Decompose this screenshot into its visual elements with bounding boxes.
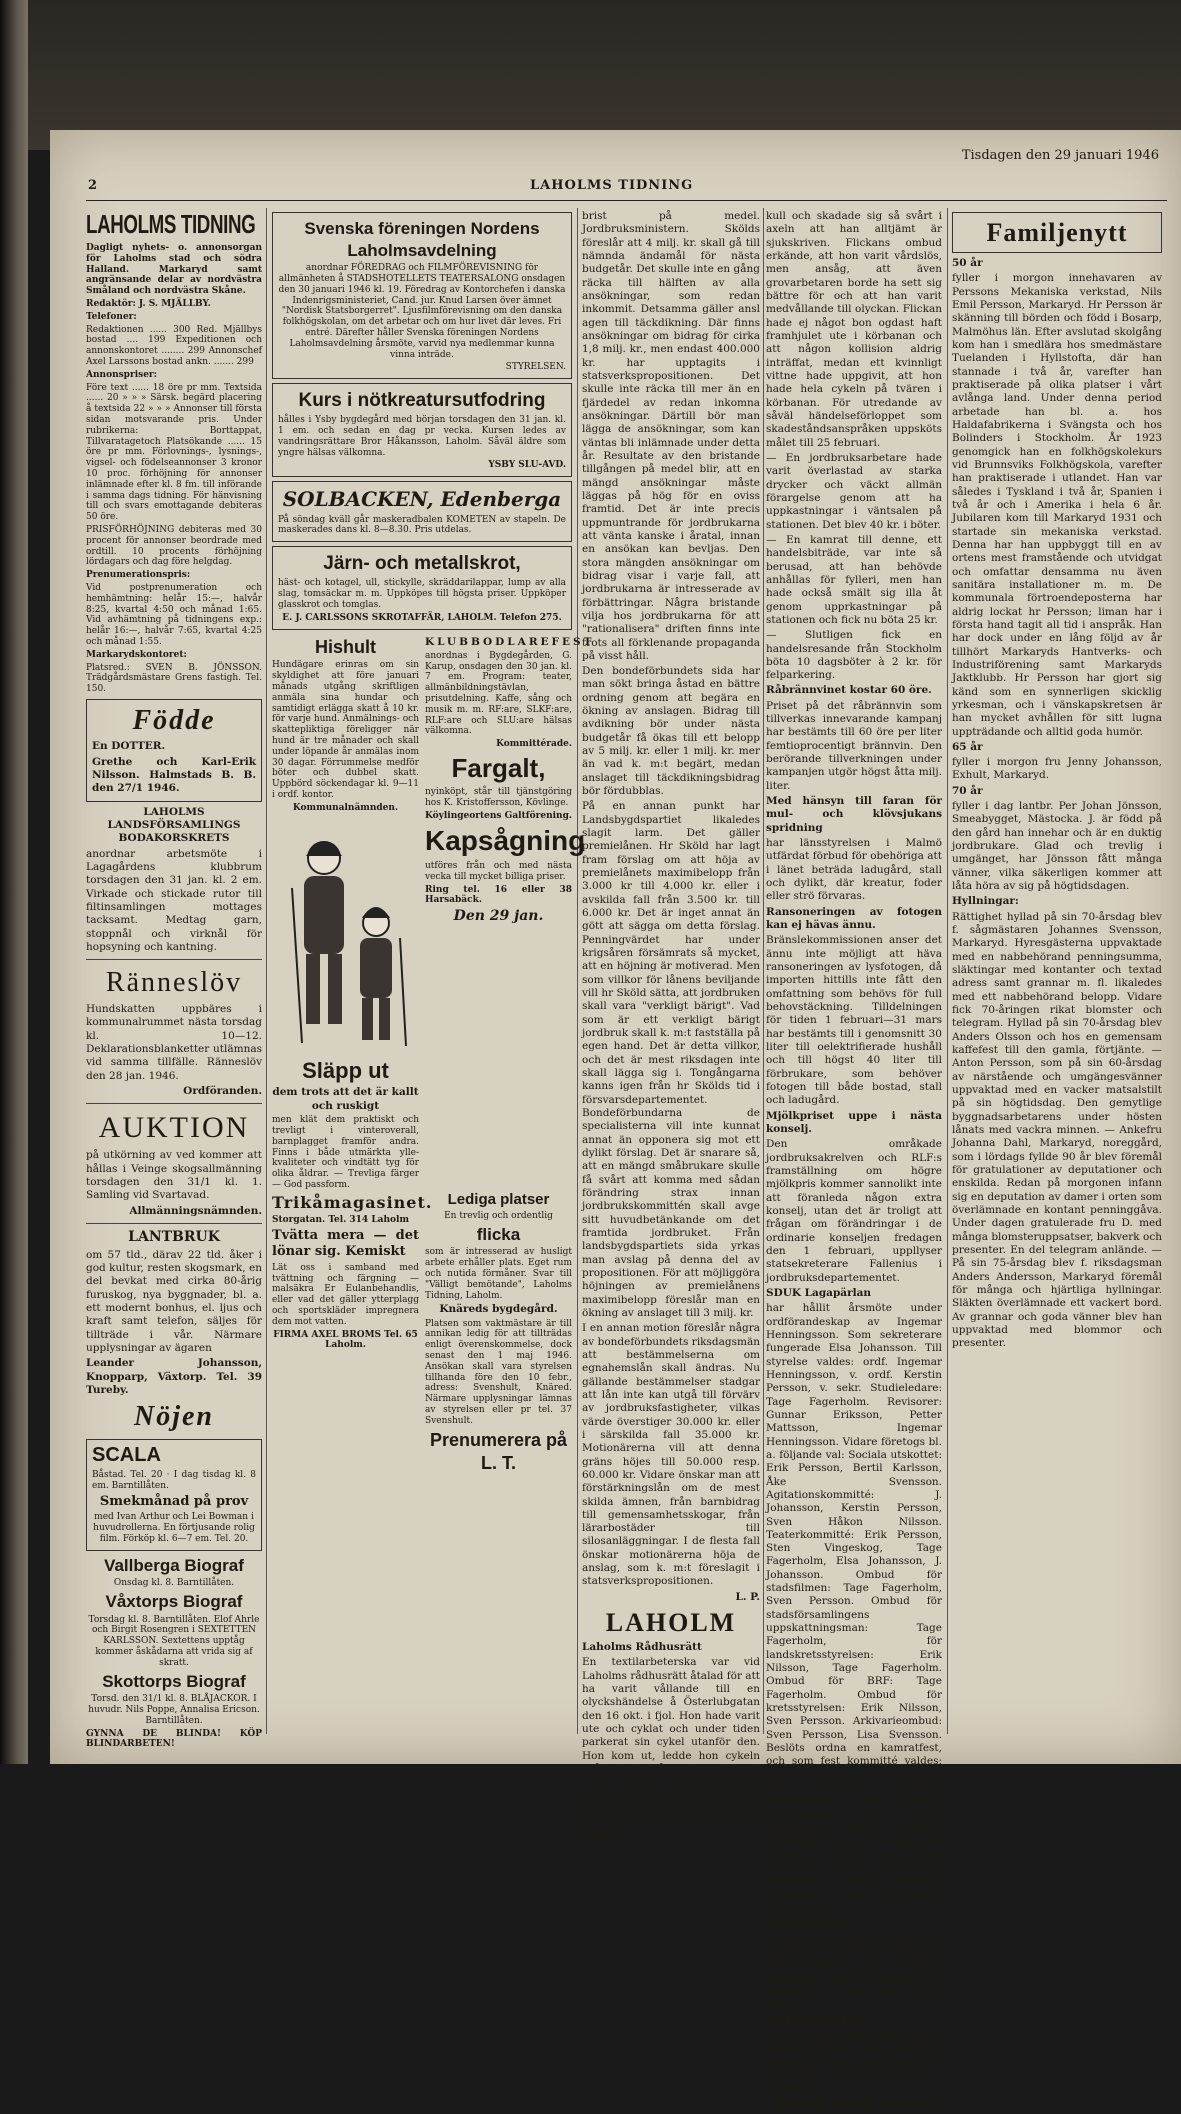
mul-heading: Med hänsyn till faran för mul- och klövsjukans spridning [766,795,942,834]
lantbruk-sign: Leander Johansson, Knopparp, Växtorp. Tel. 39 Tureby. [86,1357,262,1396]
auktion-sign: Allmänningsnämnden. [129,1204,262,1217]
kurs-text: hålles i Ysby bygdegård med början torsdagen den 31 jan. kl. 1 em. och sedan en dag pr vecka. Kursen ledes av vandringsrättare Bror Håkansson, Laholm. Såväl äldre som yngre hälsas välkomna. [278,415,566,458]
radhus-heading: Laholms Rådhusrätt [582,1641,702,1654]
familjenytt-heading: Familjenytt [952,212,1162,253]
motioner-spacer [425,928,572,1188]
a65-text: fyller i morgon fru Jenny Johansson, Exhult, Markaryd. [952,756,1162,782]
kemiskt-heading: Tvätta mera — det lönar sig. Kemiskt [272,1227,419,1260]
kurs-ad [272,383,572,477]
solbacken-ad [272,481,572,542]
vallberga-heading: Vallberga Biograf [104,1555,244,1575]
trikamagasinet-sub: Storgatan. Tel. 314 Laholm [272,1215,409,1226]
ranneslov-sign: Ordföranden. [183,1084,262,1097]
markaryd-label: Markarydskontoret: [86,649,187,660]
article-part-c: På en annan punkt har Landsbygdspartiet likaledes slagit larm. Det gäller premielånen. Hr Sköld har lagt fram förslag om att höja av premielånets maximibelopp från 3.000 kr till 4.000 kr. eller i avskilda fall från 3.500 kr. till 6.000 kr. Det är inget annat än gött att sägga om detta förslag. Penningvärdet har under krigsåren försämrats så mycket, att en höjning är motiverad. Men som villkor för lånens beviljande vill hr Sköld sätta, att jordbruken skall vara "verkligt bärigt". Vad som är ett verkligt bärigt jordbruk skall k. m:t fastställa på egen hand. Det är detta villkor, och det är mest riksdagen inte skall lägga sig i. Tongångarna kanns igen från hr Skölds tid i försvarsdepartementet. Bondeförbundarna de specialisterna vill inte kunnat annat än opponera sig mot ett dylikt förslag. Det är snarare så, att en mängd småbrukare skulle få svårt att komma med sådan förändring strax innan jordbrukskommittén skall avge sitt huvudbetänkande om det framtida jordbruket. Från landsbygdspartiets sida yrkas man avslag på denna del av propositionen. För att möjliggöra höjningen av premielånens maximibelopp föreslår man en ökning av anslaget till 3 milj. kr. [582,800,760,1319]
mjolk-text: Den områkade jordbruksakrelven och RLF:s framställning om högre mjölkpris kommer sannolikt inte att föranleda någon extra konselj, utan det är troligt att frågan om förändringar i de ordinarie konseljen fredagen den 1 februari, uppllyser statsekreterare Fallenius i jordbruksdepartementet. [766,1138,942,1284]
birth-notice [86,699,262,802]
sfn-heading: Svenska föreningen Nordens Laholmsavdelning [304,219,540,260]
fodde-text: Grethe och Karl-Erik Nilsson. Halmstads B. B. den 27/1 1946. [92,755,256,795]
klubbod-heading: KLUBBODLAREFEST [425,635,595,648]
a50-text: fyller i morgon innehavaren av Perssons Mekaniska verkstad, Nils Emil Persson, Markaryd. Hr Persson är skänning till börden och född i Bosarp, Malmöhus län. Efter avslutad skolgång kom han i smedlära hos smedmästare Tuelanden i Hyllstofta, där han stannade i två år, varefter han praktiserade på olika platser i vårt avlånga land. Under denna period arbetade han bl. a. hos Haldafabrikerna i Svängsta och hos Bolinders i Stockholm. År 1923 genomgick han en folkhögskolekurs vid Brunnsviks Folkhögskola, varefter han praktiserade i utlandet. Han var således i Tyskland i två år, Spanien i två år och i Amerika i hela 6 år. Jubilaren kom till Markaryd 1931 och startade sin mekaniska verkstad. Denna har han uppbyggt till en av ortens mest framstående och utvidgat och omfattar densamma nu även sanitära installationer m. m. De kommunala förtroendeposterna har aldrig lockat hr Persson; liman har i första hand tagit all tid i anspråk. Han har dock under en lång följd av år tillhört Markaryds Hantverks- och Industriförening samt Markaryds Jaktklubb. Hr Persson har gjort sig känd som en synnerligen skicklig yrkesman, och i vänskapskretsen är han mycket avhållen för sitt lugna uppträdande och alltid goda humör. [952,272,1162,738]
scan-background [0,0,1181,150]
hishult-sign: Kommunalnämnden. [292,802,399,813]
skottorp-heading: Skottorps Biograf [102,1671,246,1691]
article-part-b: Den bondeförbundets sida har man sökt bringa åstad en bättre ordning genom att begära en ökning av anslagen. Bidrag till avdikning bör under nästa budgetår få ökas till ett belopp av 5 milj. kr. eller 1 milj. kr. mer än vad k. m:t begärt, medan anslaget till täckdikningsbidrag bör fördubblas. [582,665,760,798]
smekmanad-text: med Ivan Arthur och Lei Bowman i huvudrollerna. En förtjusande rolig film. Förköp kl. 6—7 em. Tel. 20. [93,1512,255,1544]
column-2 [272,208,595,1476]
hishult-heading: Hishult [315,636,376,657]
sduk-heading: SDUK Lagapärlan [766,1286,872,1299]
left-ads [272,634,433,1477]
ranneslov-heading: Rännesl​öv [105,967,243,999]
date-heading: Den 29 jan. [453,908,544,925]
klubbod-sign: Kommittérade. [496,739,572,750]
jarn-heading: Järn- och metallskrot, [323,553,521,575]
prenumeration: Vid postprenumeration och hemhämtning: helår 15:—, halvår 8:25, kvartal 4:50 och månad 1:65. Vid avhämtning på tidningens exp.: helår 16:—, halvår 7:65, kvartal 4:25 och månad 1:55. [86,582,262,647]
jarn-ad [272,546,572,629]
article-signature: L. P. [735,1590,760,1603]
masthead: LAHOLMS TIDNING [86,209,256,239]
column-divider [763,208,764,1734]
page-header [50,148,1181,200]
column-divider [266,208,267,1734]
slapp-heading: Släpp ut [302,1057,389,1083]
newspaper-page [50,130,1181,2111]
knareds-heading: Knäreds bygdegård. [439,1303,558,1316]
auktion-heading: AUKTION [98,1111,250,1145]
lantbruk-heading: LANTBRUK [128,1228,220,1245]
phones-label: Telefoner: [86,311,137,322]
article-part-d: I en annan motion föreslår några av bondeförbundets riksdagsmän att bestämmelserna om egnahemslån skall ändras. Nu gällande bestämmelser stadgar att lån inte kan utgå till förvärv av jordbruksfastigheter, vilkas värde överstiger 30.000 kr. eller i särskilda fall 35.000 kr. Motionärerna vill att denna gräns höjes till 50.000 resp. 60.000 kr. Vidare önskar man att förstärkningslån om de mest skilda ämnen, från barnbidrag till gemensamhetsskogar, från lärarbostäder till silosanläggningar. I de flesta fall önskar motionärerna höja de anslag, som k. m:t föreslagit i statsverkspropositionen. [582,1322,760,1588]
children-drawing [272,818,419,1053]
kemiskt-sign: FIRMA AXEL BROMS Tel. 65 Laholm. [273,1329,418,1351]
sduk-text: har hållit årsmöte under ordförandeskap av Ingemar Henningsson. Som sekreterare fungerade Elsa Johansson. Till styrelse valdes: ordf. Ingemar Henningsson, v. ordf. Kerstin Persson, v. sekr. Studieledare: Tage Fagerholm. Revisorer: Gunnar Eriksson, Petter Mattsson, Ingemar Henningsson. Vidare företogs bl. a. följande val: Sociala utskottet: Erik Persson, Bertil Karlsson, Åke Svensson. Agitationskommitté: J. Johansson, Kerstin Persson, Sven Håkon Nilsson. Teaterkommitté: Erik Persson, Sten Vingeskog, Tage Fagerholm, Elsa Johansson, J. Johansson. Ombud för stadsfilmen: Tage Fagerholm, Sven Persson. Ombud för stadsförsamlingens uppskattningsman: Tage Fagerholm, för landskretsstyrelsen: Erik Nilsson, Tage Fagerholm. Ombud för BRF: Tage Fagerholm. Ombud för kretsstyrelsen: Erik Nilsson, Sven Persson. Arkivarieombud: Sven Persson, Lisa Svensson. Beslöts ordna en kamratfest, och som fest kommitté valdes: Frank Persson, John Johansson, Erik Nilsson, Ingemar Henningsson. Att handha programmet för nästa klubbmöte valdes Ingemar Henningsson, J. Johansson, Stig Nilsson, Sven Persson. Mötet avslutades med ett trevligt samkväm, varvid förekom frågesport samt ölförbedda teaterklubb. [766,1302,942,1915]
prices: Före text ...... 18 öre pr mm. Textsida ...... 20 » » » Särsk. begärd placering å textsida 22 » » » Annonser till första sidan motsvarande pris. Under rubrikerna: Borttappat, Tillvaratagetoch Platsökande ...... 15 öre pr mm. Förlovnings-, lysnings-, vigsel- och födelseannonser 3 kronor 10 proc. förhöjning för annonser inlämnade efter kl. 8 fm. till införande i samma dags tidning. För hänvisning till och svars emottagande debiteras 50 öre. [86,382,262,523]
slapp-sub: dem trots att det är kallt och ruskigt [272,1086,419,1112]
price-increase: PRISFÖRHÖJNING debiteras med 30 procent för annonser beordrade med ordtill. 10 procents förhöjning lördagars och dag före helgdag. [86,524,262,568]
ranneslov-text: Hundskatten uppbäres i kommunalrummet nästa torsdag kl. 10—12. Deklarationsblanketter utlämnas vid samma tillfälle. Rännesl​öv den 28 jan. 1946. [86,1002,262,1082]
mjolk-heading: Mjölkpriset uppe i nästa konselj. [766,1109,942,1135]
right-ads [425,634,595,1477]
court-text-d: — Slutligen fick en handelsresande från Stockholm böta 10 dagsböter à 2 kr. för felparkering. [766,629,942,682]
auktion-text: på utkörning av ved kommer att hållas i Veinge skogsallmänning torsdagen den 31/1 kl. 1. Samling vid Svartavad. [86,1149,262,1202]
hishult-text: Hundägare erinras om sin skyldighet att före januari månads utgång skriftligen anmäla sina hundar och samtidigt erlägga skatt å 10 kr. för varje hund. Anmälnings- och skattepliktiga föreligger när hund är tre månader och skall under löpande år anmälas inom 30 dagar. Förrummelse medför böter och dubbel skatt. Uppbörd söckendagar kl. 9—11 i ordf. kontor. [272,660,419,800]
sfn-text: anordnar FÖREDRAG och FILMFÖREVISNING för allmänheten å STADSHOTELLETS TEATERSALONG onsdagen den 30 januari 1946 kl. 19. Föredrag av Kontorchefen i danska Indenrigsministeriet, Cand. jur. Knud Larsen över ämnet "Nordisk Statsborgerret". Ljusfilmförevisning om den danska folkhögskolan, om det arbetar och om hur livet där leves. Fri entré. Därefter håller Svenska föreningen Nordens Laholmsavdelning årsmöte, varvid nya medlemmar kunna vinna inträde. [278,263,566,360]
sfn-ad [272,212,572,379]
a70-heading: 70 år [952,784,983,797]
solbacken-text: På söndag kväll går maskeradbalen KOMETEN av stapeln. De maskerades dans kl. 8—8.30. Pris utdelas. [278,514,566,536]
divider [86,1223,262,1224]
scala-text: Båstad. Tel. 20 · I dag tisdag kl. 8 em. Barntillåten. [92,1470,256,1492]
ranson-heading: Ransoneringen av fotogen kan ej hävas ännu. [766,905,942,932]
prices-label: Annonspriser: [86,369,157,380]
smekmanad-title: Smekmånad på prov [99,1493,249,1509]
fargalt-sign: Köylingeortens Galtförening. [425,810,572,821]
radhus-text: En textilarbeterska var vid Laholms rådhusrätt åtalad för att ha varit vållande till en olyckshändelse å Österlubgatan den 16 okt. i fjol. Hon hade varit ute och cyklat och under tiden parkerat sin cykel utanför den. Hon kom ut, ledde hon cykeln ifrån blev ut på gatan utan att se sig för. Det har sig nu därför att ännu en cyklist, som skulle vilja hon så kurtigt kommit beviljas av skulle väja för flickan, föll han omkull [582,1656,761,1842]
issue-date: Tisdagen den 29 januari 1946 [961,148,1159,163]
jarn-sign: E. J. CARLSSONS SKROTAFFÄR, LAHOLM. Telefon 275. [282,612,562,623]
page-number: 2 [88,178,98,193]
hyllningar-heading: Hyllningar: [952,895,1019,908]
column-divider [577,208,578,1734]
kurs-sign: YSBY SLU-AVD. [488,460,566,471]
kapsagning-sign: Ring tel. 16 eller 38 Harsabäck. [425,884,572,906]
kurs-heading: Kurs i nötkreatursutfodring [298,390,546,412]
court-text-a: kull och skadade sig så svårt i axeln att han alltjämt är sjukskriven. Flickans ombud erkände, att hon varit vårdslös, men ansåg, att även grovarbetaren borde ha sett sig bättre för och att han varit medvållande till olyckan. Flickan hade ej något bon ogdast haft framhjulet ute i körbanan och att någon kollision aldrig inträffat, medan ett kvinnligt vittne hade uppgivit, att hon hade hela cykeln på tvären i körbanan. För utredande av såväl händelseförloppet som skadeståndsanspråken uppsköts målet till 25 februari. [766,210,942,449]
knareds-text: Platsen som vaktmästare är till annikan ledig för att tillträdas enligt överenskommelse, dock senast den 1 maj 1946. Ansökan skall vara styrelsen tillhanda före den 10 febr., adress: Svenshult, Knäred. Närmare upplysningar lämnas av styrelsen eller pr tel. 37 Svenshult. [425,1318,572,1426]
column-3 [582,208,760,1845]
court-text-c: — En kamrat till denne, ett handelsbiträde, var inte så berusad, att han behövde anhållas för fylleri, men han hade också smält sig illa åt genom upprkastningar på stationen och fick nu böta 25 kr. [766,533,942,626]
book-binding [0,0,28,1764]
sfn-sign: STYRELSEN. [505,362,566,373]
court-text-b: — En jordbruksarbetare hade varit överlastad av starka drycker och väckt allmän förargelse genom att ha uppkastningar i väntsalen på stationen. Det blev 40 kr. i böter. [766,451,942,531]
flicka-text: som är intresserad av husligt arbete erhåller plats. Eget rum och nutida förmåner. Svar till "Välligt bemötande", Laholms Tidning, Laholm. [425,1247,572,1301]
vaderleken-heading: VÄDERLEKEN: [766,1917,853,1930]
column-4 [766,208,942,2114]
vaderleken-text: Utsikter för södra Götaland och västkusten: sydlig, frisk till hård vind, mulet och allmänt snöblandat regn, temperaturen omkring 0 eller något grad övöver. [766,1932,942,2012]
flicka-heading: flicka [476,1224,521,1244]
kemiskt-text: Lät oss i samband med tvättning och färgning — malsäkra Er Eulanbehandlis, eller vad det gäller ytterplagg och sportskläder impregnera dem mot vatten. [272,1262,419,1327]
column-1 [86,208,262,1752]
laholm-heading: LAHOLM [605,1608,737,1638]
jarn-text: häst- och kotagel, ull, stickylle, skräddarilappar, lump av alla slag, tomsäckar m. m. Uppköpes till högsta priser. Uppköper glasskrot och tomglas. [278,578,566,610]
trafik-text: NÄR EN MOTORFÖRARE börtar alkohol, sviker han samhället förtroende och glömmer sitt personliga krav att vara i trygghet. [766,2029,942,2096]
markaryd-office: Platsred.: SVEN B. JÖNSSON. Trädgårdsmästare Grens fastigh. Tel. 150. [86,662,262,695]
vallberga-text: Onsdag kl. 8. Barntillåten. [113,1578,235,1589]
a65-heading: 65 år [952,740,983,753]
landsf-heading: LAHOLMS LANDSFÖRSAMLINGS BODAKORSKRETS [107,805,241,845]
running-title: LAHOLMS TIDNING [530,178,694,193]
lediga-heading: Lediga platser [447,1190,550,1208]
prenumeration-label: Prenumerationspris: [86,570,191,581]
children-illustration [272,818,419,1053]
trafik-heading: TRAFIKMANING. [766,2014,869,2027]
article-part-a: brist på medel. Jordbruksministern. Skölds föreslår att 4 milj. kr. skall gå till nämnda ändamål för nästa budgetår. Det skulle inte en gång räcka till hälften av alla ansökningar, som redan inkommit. Detsamma gäller ansl​agen till täckdikning. Där finns ansökningar om bidrag för cirka 1,8 milj. kr., men endast 400.000 kr. har upptagits i statsverkspropositionen. Det skulle inte räcka till mer än en fjärdedel av redan inkomna ansökningar. Därtill bör man lägga de ansökningar, som kan väntas bli inlämnade under detta år. Resultate av den bristande tillgången på medel blir, att en mängd ansökningar måste läggas på hög för en oviss framtid. Det är inte precis uppmuntrande för jordbrukarna att vänta kanske i åratal, innan en ansökan kan bevljas. Den stora mängden ansökningar om bidrag visar i varje fall, att jordbrukarna är intresserade av förbättringar. Några bristande vilja hos jordbrukarna för att "rationalisera" driften finns inte trots all förklenande propaganda på visst håll. [582,210,760,662]
ranson-text: Bränslekommissionen anser det ännu inte möjligt att häva ransoneringen av lysfotogen, då importen hittills inte fått den omfattning som behövs för full behovstäckning. Tilldelningen för tiden 1 februari—31 mars har bestämts till i genomsnitt 30 liter till oelektrifierade hushåll och till högst 40 liter till förbrukare, som behöver fotogen till både bostad, stall och ladugård. [766,934,942,1107]
gynna-notice: GYNNA DE BLINDA! KÖP BLINDARBETEN! [86,1728,262,1750]
divider [86,959,262,960]
kapsagning-text: utföres från och med nästa vecka till mycket billiga priser. [425,860,572,882]
landsf-text: anordnar arbetsmöte i Lagagårdens klubbrum torsdagen den 31 jan. kl. 2 em. Virkade och stickade rutor till filtinsamlingen mottages tacksamt. Medtag garn, stoppnål och virknål för hopsyning och kantning. [86,847,262,954]
rabrannvin-text: Priset på det råbrännvin som tillverkas innevarande kampanj har bestämts till 60 öre per liter femtioprocentigt brännvin. Den berörande tillverkningen under kampanjen utgör högst åtta milj. liter. [766,699,942,792]
lantbruk-text: om 57 tld., därav 22 tld. åker i god kultur, resten skogsmark, en del bevkat med cirka 80-årig furuskog, nya byggnader, bl. a. ett modernt bonhus, el. ljus och kraft samt telefon, säljes för tillträde i vår. Närmare upplysningar av ägaren [86,1248,262,1354]
kapsagning-heading: Kapsågning [425,825,586,857]
header-rule [86,200,1167,201]
skottorp-text: Torsd. den 31/1 kl. 8. BLÅJACKOR. I huvudr. Nils Poppe, Annalisa Ericson. Barntillåten. [88,1694,260,1726]
vaxtorp-text: Torsdag kl. 8. Barntillåten. Elof Ahrle och Birgit Rosengren i SEXTETTEN KARLSSON. Sextettens upptåg kommer åskådarna att vrida sig af skratt. [88,1614,260,1668]
prenumerera-heading: Prenumerera på L. T. [429,1429,568,1473]
phones: Redaktionen ...... 300 Red. Mjällbys bostad .... 199 Expeditionen och annonskontoret ........ 299 Annonschef Axel Larssons bostad ankn. ....... 299 [86,324,262,367]
a50-heading: 50 år [952,257,983,270]
hyllningar-text: Rättighet hyllad på sin 70-årsdag blev f. sågmästaren Johannes Svensson, Markaryd. Hyresgästerna uppvaktade med en nabbehörand penningsumma, släktingar med kontanter och textad adress samt grannar m. fl. likaledes med ett nabbehörand belopp. Vidare fick 70-åringen rikat blomster och telegram. Hyllad på sin 70-årsdag blev Anders Olsson och hos en gemensam kaffefest till den gamla, förtjänte. — Anton Persson, som på sin 60-årsdag av närstående och umgängesvänner uppvaktad med en vacker matsalstilt på sin högtidsdag. Den gemytlige byggnadsarbetarens under hösten lånats med vackra minnen. — Ankefru Johanna Dahl, Markaryd, noreggård, som i lördags fyllde 90 år blev föremål för gratulationer av deputationer och enskilda. Redan på morgonen infann sig en deputation av damer i orten som överlämnade en kontant penninggåva. Under dagen gratulerade fru D. med många blomsteruppsatser, bakverk och presenter. En del telegram anlände. — På sin 75-årsdag blev f. riksdagsman Anders Andersson, Markaryd föremål för många och hjärtliga hyllningar. Släkten överlämnade ett vackert bord. Av grannar och goda vänner blev han uppvaktad med blommor och presenter. [952,910,1162,1350]
lediga-sub: En trevlig och ordentlig [444,1210,553,1221]
fodde-sub: En DOTTER. [92,740,166,753]
ad-row [272,634,595,1477]
slapp-text: men klät dem praktiskt och trevligt i vinteroverall, barnplagget framför andra. Finns i både utmärkta ylle-kvaliteter och vindtätt tyg för olika åldrar. — Trevliga färger — God passform. [272,1115,419,1190]
fodde-heading: Födde [132,704,216,736]
scala-ad [86,1439,262,1551]
fargalt-heading: Fargalt, [451,753,546,784]
column-5 [952,208,1162,1353]
a70-text: fyller i dag lantbr. Per Johan Jönsson, Smeabygget, Mästocka. J. är född på den gård han innehar och är en duktig jordbrukare. Glad och trevlig i umgänget, har Jönsson fått många vänner, vilka säkerligen kommer att låta höra av sig på högtidsdagen. [952,800,1162,893]
vaxtorp-heading: Våxtorps Biograf [105,1592,243,1612]
scala-logo: SCALA [92,1443,161,1466]
klubbod-text: anordnas i Bygdegården, G. Karup, onsdagen den 30 jan. kl. 7 em. Program: teater, allmänbildningstävlan, prisutdelning. Kaffe, sång och musik m. m. RF:are, SLKF:are, RLF:are och SLU:are hälsas välkomna. [425,650,572,737]
column-divider [947,208,948,1734]
editor: Redaktör: J. S. MJÄLLBY. [86,299,211,309]
nojen-heading: Nöjen [134,1401,214,1433]
mul-text: har länsstyrelsen i Malmö utfärdat förbud för obehöriga att i länet beträda ladugård, stall och dylikt, där kreatur, foder eller strö förvaras. [766,837,942,903]
fargalt-text: nyinköpt, står till tjänstgöring hos K. Kristoffersson, Kövlinge. [425,787,572,808]
divider [86,1103,262,1104]
trikamagasinet-heading: Trikåmagasinet. [272,1192,433,1212]
rabrannvin-heading: Råbrännvinet kostar 60 öre. [766,684,932,697]
solbacken-heading: SOLBACKEN, Edenberga [282,487,562,512]
masthead-description: Dagligt nyhets- o. annonsorgan för Laholms stad och södra Halland. Markaryd samt angränsande delar av nordvästra Småland och nordvästra Skåne. [86,243,262,297]
trafik-sign: Hallands distrikt av M. H. F. [775,2098,942,2111]
